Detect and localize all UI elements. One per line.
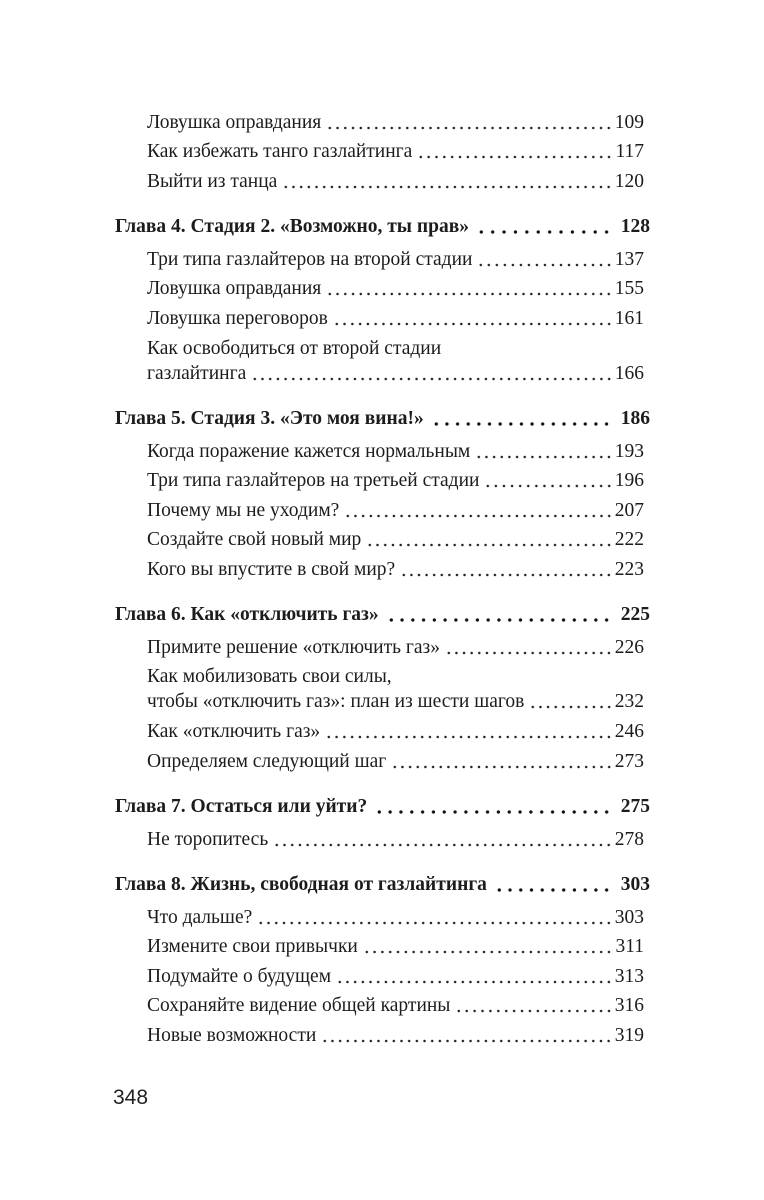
toc-entry [115,464,650,494]
dot-leader [333,322,613,326]
toc-entry-title: Примите решение «отключить газ» [147,636,441,658]
toc-entry [115,493,650,523]
toc-entry-page-number: 207 [614,499,644,521]
dot-leader [476,230,612,234]
toc-chapter [115,582,650,630]
dot-leader [475,455,612,459]
toc-entry [115,164,650,194]
toc-entry-page-number: 278 [614,828,644,850]
toc-entry-page-number: 319 [614,1025,644,1047]
toc-entry [115,331,650,361]
dot-leader [391,765,612,769]
dot-leader [251,377,613,381]
toc-chapter [115,852,650,900]
dot-leader [326,292,613,296]
toc-entry-page-number: 313 [614,965,644,987]
toc-entry-title: Как освободиться от второй стадии [147,337,442,359]
toc-chapter-page-number: 275 [620,795,650,817]
toc-entry [115,714,650,744]
toc-entry-page-number: 223 [614,558,644,580]
toc-chapter-page-number: 128 [620,215,650,237]
toc-entry [115,135,650,165]
toc-entry-page-number: 196 [614,470,644,492]
toc-entry-page-number: 109 [614,111,644,133]
dot-leader [366,543,612,547]
toc-entry-title: Создайте свой новый мир [147,529,362,551]
toc-entry-title: Кого вы впустите в свой мир? [147,558,396,580]
toc-chapter-title: Глава 5. Стадия 3. «Это моя вина!» [115,407,424,429]
toc-entry [115,523,650,553]
dot-leader [529,705,612,709]
toc-chapter-title: Глава 7. Остаться или уйти? [115,795,368,817]
toc-entry-title: Сохраняйте видение общей картины [147,995,451,1017]
dot-leader [417,155,613,159]
toc-entry-title: Как мобилизовать свои силы, [147,666,392,688]
toc-entry-title: Почему мы не уходим? [147,499,340,521]
toc-entry [115,361,650,386]
dot-leader [431,422,612,426]
dot-leader [282,185,612,189]
toc-entry-page-number: 303 [614,906,644,928]
toc-chapter-title: Глава 4. Стадия 2. «Возможно, ты прав» [115,215,469,237]
toc-chapter [115,774,650,822]
toc-entry [115,959,650,989]
toc-entry [115,552,650,582]
dot-leader [400,573,613,577]
table-of-contents [115,105,650,1048]
toc-entry-title: Подумайте о будущем [147,965,332,987]
toc-entry [115,689,650,714]
toc-entry [115,1018,650,1048]
toc-entry-title: Определяем следующий шаг [147,750,387,772]
toc-entry [115,660,650,690]
toc-entry-title: Не торопитесь [147,828,269,850]
dot-leader [321,1039,612,1043]
toc-chapter-page-number: 225 [620,603,650,625]
toc-entry [115,301,650,331]
toc-entry-title: Три типа газлайтеров на третьей стадии [147,470,480,492]
dot-leader [445,651,613,655]
toc-entry-title: Как «отключить газ» [147,721,321,743]
dot-leader [325,735,613,739]
toc-entry-page-number: 311 [615,936,644,958]
toc-entry-title: Что дальше? [147,906,253,928]
toc-chapter [115,194,650,242]
toc-entry [115,242,650,272]
dot-leader [484,484,612,488]
toc-entry-page-number: 117 [615,141,644,163]
toc-entry-title: Новые возможности [147,1025,317,1047]
toc-entry [115,630,650,660]
dot-leader [273,843,613,847]
toc-chapter-page-number: 303 [620,873,650,895]
toc-entry-title: Ловушка переговоров [147,307,328,329]
toc-chapter-page-number: 186 [620,407,650,429]
toc-entry-title: Когда поражение кажется нормальным [147,440,471,462]
toc-entry-title: Ловушка оправдания [147,111,322,133]
toc-entry [115,930,650,960]
dot-leader [386,618,612,622]
toc-chapter-title: Глава 6. Как «отключить газ» [115,603,379,625]
toc-entry-title: газлайтинга [147,362,247,384]
toc-entry [115,272,650,302]
toc-entry-title: чтобы «отключить газ»: план из шести шагов [147,691,525,713]
toc-entry-page-number: 193 [614,440,644,462]
dot-leader [455,1009,612,1013]
toc-entry-page-number: 232 [614,691,644,713]
dot-leader [326,126,613,130]
toc-entry [115,822,650,852]
dot-leader [344,514,612,518]
toc-entry [115,744,650,774]
toc-entry-title: Измените свои привычки [147,936,358,958]
toc-entry [115,989,650,1019]
toc-chapter [115,386,650,434]
toc-entry-title: Ловушка оправдания [147,278,322,300]
toc-entry-page-number: 120 [614,170,644,192]
toc-entry-page-number: 226 [614,636,644,658]
toc-entry [115,900,650,930]
toc-entry [115,105,650,135]
toc-entry-page-number: 273 [614,750,644,772]
toc-entry-page-number: 316 [614,995,644,1017]
page-number: 348 [113,1086,149,1109]
toc-entry-page-number: 155 [614,278,644,300]
toc-entry-page-number: 246 [614,721,644,743]
toc-entry-title: Выйти из танца [147,170,278,192]
toc-entry-page-number: 166 [614,362,644,384]
toc-entry-title: Как избежать танго газлайтинга [147,141,413,163]
dot-leader [374,810,612,814]
toc-entry-page-number: 161 [614,307,644,329]
dot-leader [494,888,612,892]
toc-chapter-title: Глава 8. Жизнь, свободная от газлайтинга [115,873,487,895]
dot-leader [336,980,613,984]
toc-entry-page-number: 137 [614,248,644,270]
dot-leader [257,921,612,925]
dot-leader [477,263,612,267]
toc-entry [115,434,650,464]
toc-entry-page-number: 222 [614,529,644,551]
dot-leader [363,950,614,954]
toc-entry-title: Три типа газлайтеров на второй стадии [147,248,473,270]
